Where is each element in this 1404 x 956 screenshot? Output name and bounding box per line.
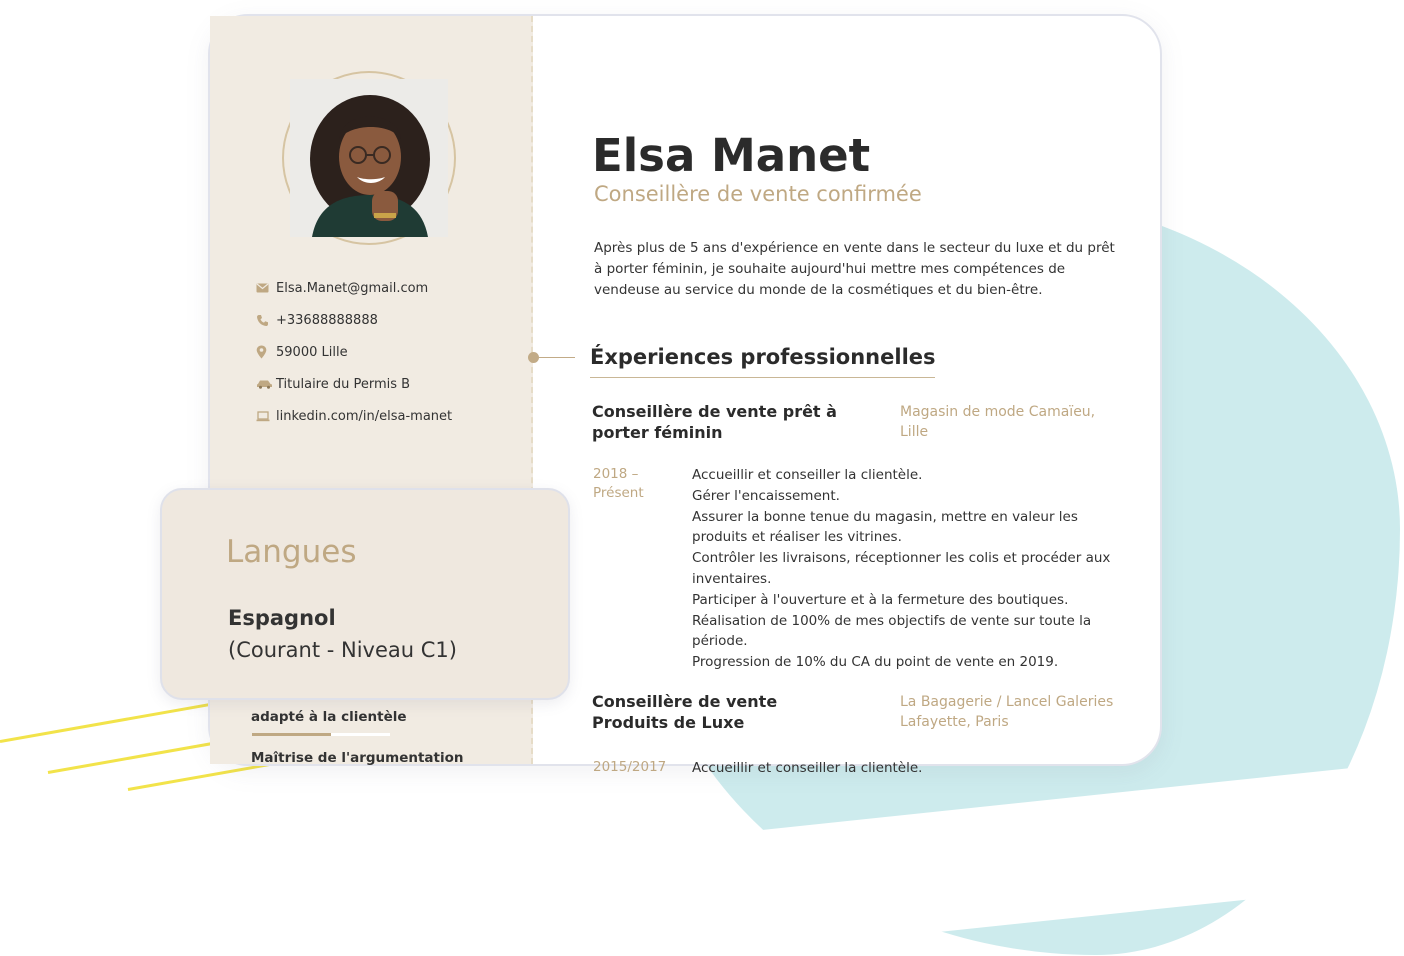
job-title: Conseillère de vente prêt à porter féminin [592,402,837,442]
skill-label: Maîtrise de l'argumentation [251,750,464,766]
task-item: Assurer la bonne tenue du magasin, mettre en valeur les produits et réaliser les vitrines. [692,508,1078,546]
task-item: Contrôler les livraisons, réceptionner les colis et procéder aux inventaires. [692,550,1111,587]
timeline-dot [528,352,539,363]
job-title: Conseillère de vente Produits de Luxe [592,692,778,732]
contact-linkedin[interactable]: linkedin.com/in/elsa-manet [256,400,452,432]
job-tasks [692,465,1122,673]
skill-bar [252,733,390,736]
timeline-connector [539,357,575,358]
candidate-name: Elsa Manet [592,129,871,182]
skill-bar-fill [252,733,331,736]
job-tasks [692,758,1122,779]
decorative-yellow-line [128,762,276,791]
section-divider [590,377,935,378]
job-company: Magasin de mode Camaïeu, Lille [900,404,1096,440]
job-company: La Bagagerie / Lancel Galeries Lafayette, Paris [900,694,1114,730]
experience-section-title: Éxperiences professionnelles [590,345,936,369]
languages-title: Langues [226,534,357,570]
envelope-icon [256,283,276,293]
phone-icon [256,314,276,327]
task-item: Participer à l'ouverture et à la fermeture des boutiques. [692,591,1069,608]
job-date: 2015/2017 [593,759,667,775]
job-date: 2018 – Présent [593,466,644,501]
car-icon [256,379,276,389]
task-item: Accueillir et conseiller la clientèle. [692,467,923,483]
laptop-icon [256,411,276,422]
map-pin-icon [256,345,276,359]
decorative-yellow-line [0,702,217,743]
profile-photo-frame [282,71,456,245]
candidate-title: Conseillère de vente confirmée [594,182,922,206]
contact-license: Titulaire du Permis B [256,368,452,400]
contact-location: 59000 Lille [256,336,452,368]
contact-list [256,272,452,432]
language-level: (Courant - Niveau C1) [228,638,457,662]
profile-summary: Après plus de 5 ans d'expérience en vente dans le secteur du luxe et du prêt à porter féminin, je souhaite aujourd'hui mettre mes compétences de vendeuse au service du monde de la cosmétiques et du bien-être. [594,240,1115,298]
profile-photo [290,79,448,237]
task-item: Progression de 10% du CA du point de vente en 2019. [692,654,1059,671]
language-name: Espagnol [228,606,336,630]
task-item: Gérer l'encaissement. [692,487,840,504]
languages-card [160,488,570,700]
task-item: Réalisation de 100% de mes objectifs de vente sur toute la période. [692,612,1092,650]
skill-label: adapté à la clientèle [251,709,407,725]
task-item: Accueillir et conseiller la clientèle. [692,760,923,776]
contact-phone[interactable]: +33688888888 [256,304,452,336]
contact-email[interactable]: Elsa.Manet@gmail.com [256,272,452,304]
